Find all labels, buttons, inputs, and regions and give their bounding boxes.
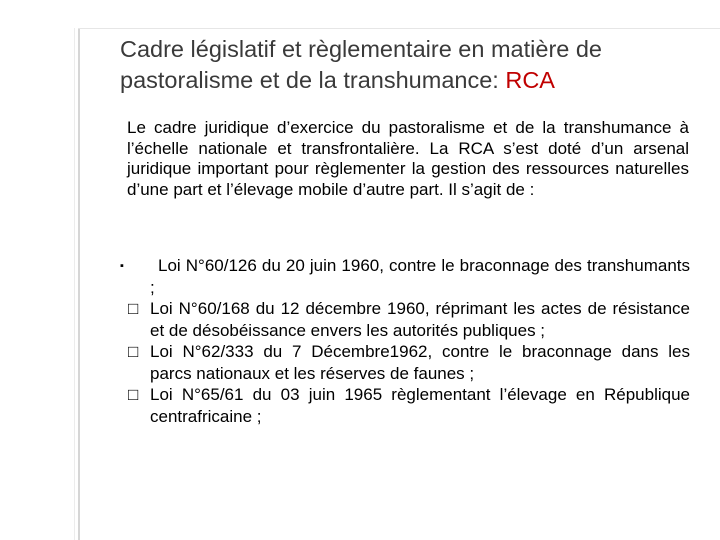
decorative-frame-top <box>78 28 720 29</box>
list-item-text: Loi N°62/333 du 7 Décembre1962, contre le braconnage dans les parcs nationaux et les réserves de faunes ; <box>150 342 690 383</box>
box-bullet-icon: □ <box>128 385 139 404</box>
slide-title-accent: RCA <box>505 67 555 93</box>
list-item <box>128 384 690 427</box>
decorative-frame-line-outer <box>74 28 75 540</box>
list-item <box>128 298 690 341</box>
list-item <box>128 341 690 384</box>
slide-title <box>120 34 700 96</box>
list-item-text: Loi N°60/168 du 12 décembre 1960, réprimant les actes de résistance et de désobéissance envers les autorités publiques ; <box>150 299 690 340</box>
square-bullet-icon: ▪ <box>120 260 124 272</box>
intro-paragraph: Le cadre juridique d’exercice du pastoralisme et de la transhumance à l’échelle nationale et transfrontalière. La RCA s’est doté d’un arsenal juridique important pour règlementer la gestion des ressources naturelles d’une part et l’élevage mobile d’autre part. Il s’agit de : <box>127 118 689 199</box>
list-item <box>120 255 690 298</box>
list-item-text: Loi N°65/61 du 03 juin 1965 règlementant l’élevage en République centrafricaine ; <box>150 385 690 426</box>
box-bullet-icon: □ <box>128 299 139 318</box>
box-bullet-icon: □ <box>128 342 139 361</box>
list-item-text: Loi N°60/126 du 20 juin 1960, contre le braconnage des transhumants ; <box>150 256 690 297</box>
decorative-frame-line <box>78 28 80 540</box>
slide-title-main: Cadre législatif et règlementaire en matière de pastoralisme et de la transhumance: <box>120 36 603 93</box>
law-list <box>120 255 690 427</box>
